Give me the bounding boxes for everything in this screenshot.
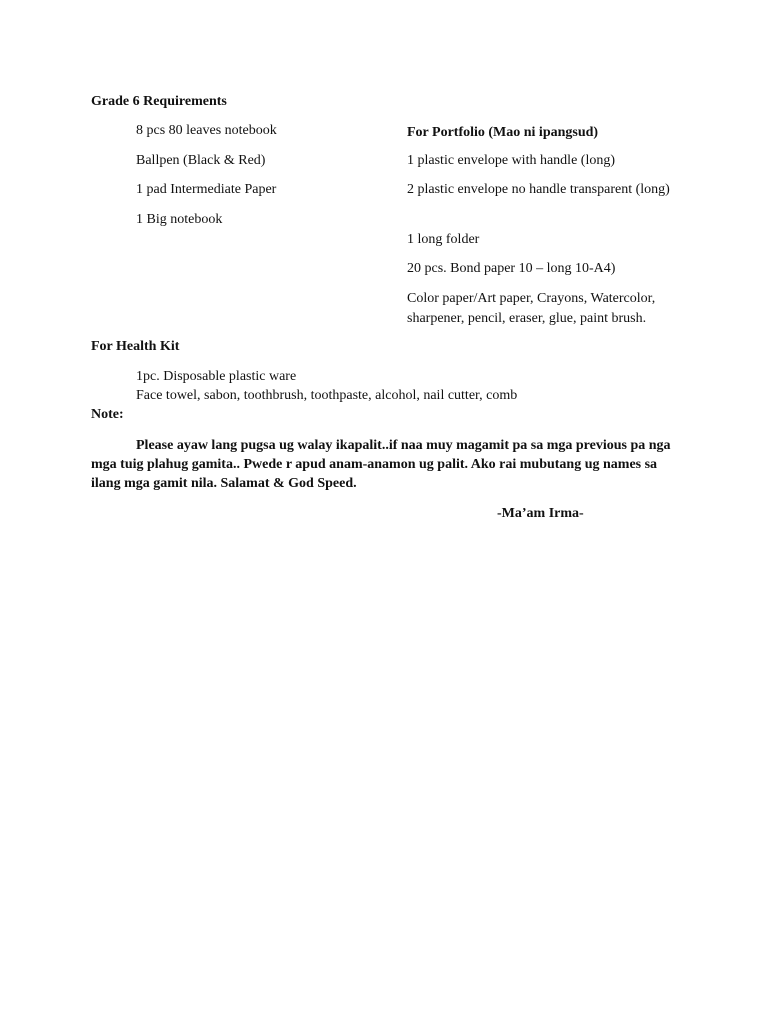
health-kit-heading: For Health Kit xyxy=(91,339,180,354)
list-item: 1 pad Intermediate Paper xyxy=(136,182,277,197)
list-item: Color paper/Art paper, Crayons, Watercolor, sharpener, pencil, eraser, glue, paint brush. xyxy=(407,291,656,326)
list-item: 1pc. Disposable plastic ware xyxy=(136,369,297,384)
list-item: 1 long folder xyxy=(407,232,480,247)
list-item: 20 pcs. Bond paper 10 – long 10-A4) xyxy=(407,261,616,276)
note-text: Please ayaw lang pugsa ug walay ikapalit..if naa muy magamit pa sa mga previous pa nga mga tuig plahug gamita.. Pwede r apud anam-anamon ug palit. Ako rai mubutang ug names sa ilang mga gamit nila. Salamat & God Speed. xyxy=(91,438,671,491)
list-item: Face towel, sabon, toothbrush, toothpaste, alcohol, nail cutter, comb xyxy=(136,388,518,403)
list-item: 2 plastic envelope no handle transparent (long) xyxy=(407,182,670,197)
list-item: 1 plastic envelope with handle (long) xyxy=(407,153,615,168)
signature: -Ma’am Irma- xyxy=(497,506,584,521)
portfolio-heading: For Portfolio (Mao ni ipangsud) xyxy=(407,125,599,140)
document-title: Grade 6 Requirements xyxy=(91,94,227,109)
list-item: Ballpen (Black & Red) xyxy=(136,153,266,168)
list-item: 8 pcs 80 leaves notebook xyxy=(136,123,277,138)
list-item: 1 Big notebook xyxy=(136,212,223,227)
note-label: Note: xyxy=(91,407,124,422)
